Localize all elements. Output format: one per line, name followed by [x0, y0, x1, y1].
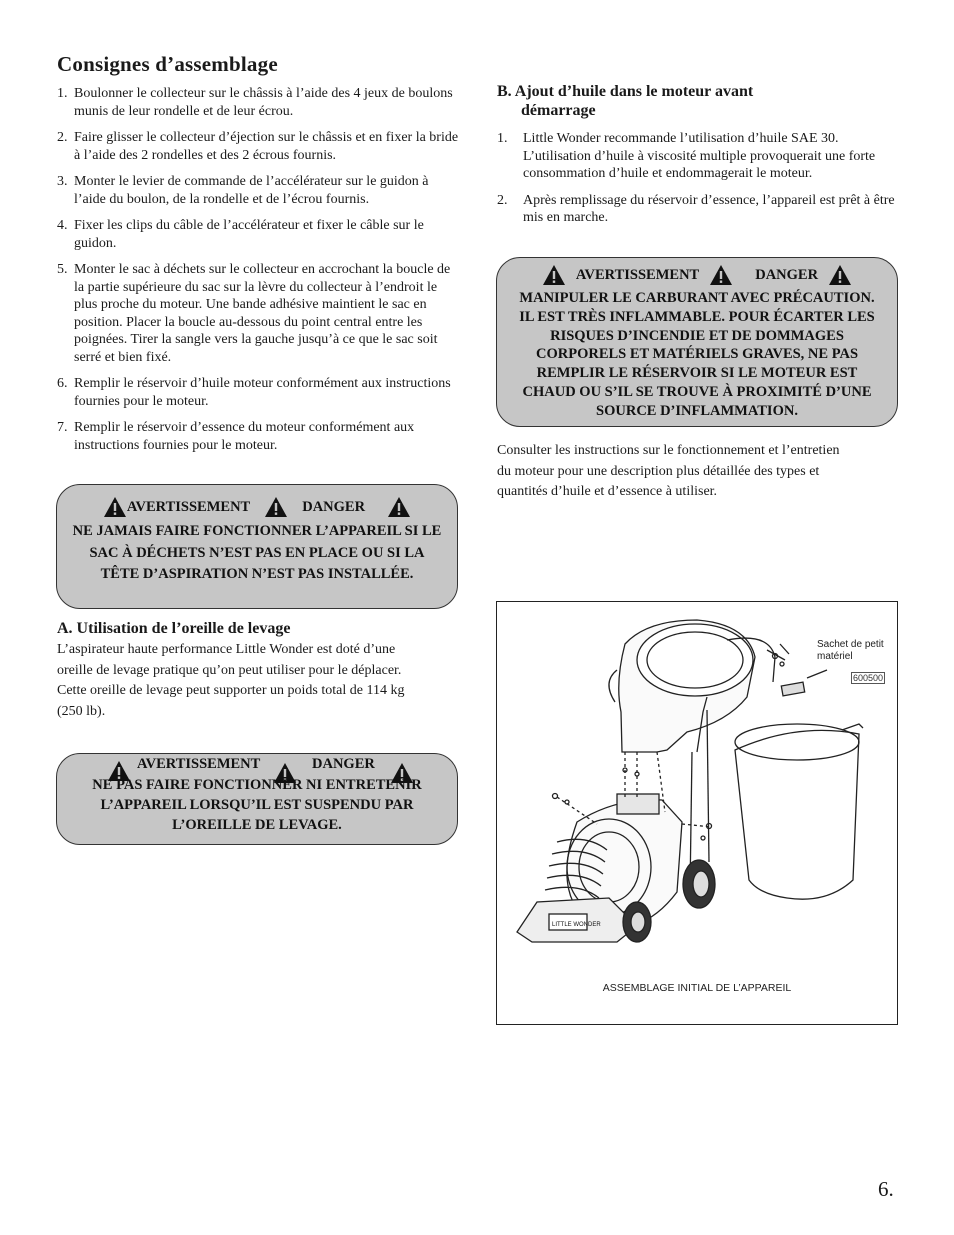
- page-number: 6.: [878, 1177, 894, 1201]
- warning-box-bag: [56, 484, 458, 609]
- warning-header: [57, 496, 457, 518]
- danger-label: DANGER: [302, 498, 366, 515]
- warning-box-fuel: [496, 257, 898, 427]
- warning-triangle-icon: [264, 496, 288, 518]
- warning-text: NE JAMAIS FAIRE FONCTIONNER L’APPAREIL SI LE SAC À DÉCHETS N’EST PAS EN PLACE OU SI LA TÊTE D’ASPIRATION N’EST PAS INSTALLÉE.: [72, 523, 442, 582]
- figure-code: 600500: [853, 673, 884, 683]
- warning-label: AVERTISSEMENT: [126, 498, 251, 515]
- left-column: [57, 52, 459, 463]
- list-item: 6. Remplir le réservoir d’huile moteur conformément aux instructions fournies pour le moteur.: [57, 376, 451, 409]
- warning-triangle-icon: [542, 264, 566, 286]
- warning-triangle-icon: [103, 496, 127, 518]
- warning-header: [57, 755, 457, 775]
- consult-paragraph: Consulter les instructions sur le fonctionnement et l’entretien du moteur pour une description plus détaillée des types et quantités d’huile et d’essence à utiliser.: [497, 443, 840, 499]
- list-item: 2. Après remplissage du réservoir d’essence, l’appareil est prêt à être mis en marche.: [497, 192, 895, 225]
- section-heading: A. Utilisation de l’oreille de levage: [57, 620, 291, 637]
- warning-triangle-icon: [709, 264, 733, 286]
- section-paragraph: L’aspirateur haute performance Little Wonder est doté d’une oreille de levage pratique qu’on peut utiliser pour le déplacer. Cette oreille de levage peut supporter un poids total de 114 kg (250 lb).: [57, 642, 405, 719]
- figure-caption: ASSEMBLAGE INITIAL DE L’APPAREIL: [602, 982, 792, 994]
- nozzle-plate-text: LITTLE WONDER: [552, 922, 601, 928]
- assembly-figure: [496, 601, 898, 1025]
- list-item: 1. Little Wonder recommande l’utilisation d’huile SAE 30. L’utilisation d’huile à viscosité multiple provoquerait une forte consommation d’huile et endommagerait le moteur.: [497, 131, 876, 181]
- warning-text: NE PAS FAIRE FONCTIONNER NI ENTRETENIR L’APPAREIL LORSQU’IL EST SUSPENDU PAR L’OREILLE DE LEVAGE.: [92, 777, 422, 833]
- list-item: 1. Boulonner le collecteur sur le châssis à l’aide des 4 jeux de boulons munis de leur rondelle et de leur écrou.: [57, 86, 453, 119]
- warning-box-lifting: [56, 753, 458, 845]
- section-oil: [497, 82, 899, 236]
- warning-label: AVERTISSEMENT: [137, 756, 261, 772]
- section-heading: B. Ajout d’huile dans le moteur avant démarrage: [497, 83, 754, 119]
- list-item: 4. Fixer les clips du câble de l’accélérateur et fixer le câble sur le guidon.: [57, 218, 424, 251]
- warning-triangle-icon: [828, 264, 852, 286]
- oil-steps: [497, 130, 899, 227]
- assembly-steps: [57, 85, 459, 454]
- danger-label: DANGER: [755, 266, 819, 283]
- page-title: Consignes d’assemblage: [57, 52, 278, 76]
- list-item: 2. Faire glisser le collecteur d’éjection sur le châssis et en fixer la bride à l’aide des 2 rondelles et des 2 écrous fournis.: [57, 130, 459, 163]
- list-item: 7. Remplir le réservoir d’essence du moteur conformément aux instructions fournies pour le moteur.: [57, 420, 415, 453]
- warning-triangle-icon: [387, 496, 411, 518]
- danger-label: DANGER: [312, 756, 375, 772]
- warning-label: AVERTISSEMENT: [575, 266, 700, 283]
- section-lifting-ear: [57, 619, 459, 722]
- warning-header: [497, 264, 897, 286]
- list-item: 5. Monter le sac à déchets sur le collecteur en accrochant la boucle de la partie supérieure du sac sur la lèvre du collecteur à l’endroit le plus proche du moteur. Une bande adhésive maintient le sac en position. Placer la boucle au-dessous du point central entre les poignées. Tirer la sangle vers la gauche jusqu’à ce que le sac soit serré et bien fixé.: [57, 262, 451, 365]
- warning-text: MANIPULER LE CARBURANT AVEC PRÉCAUTION. IL EST TRÈS INFLAMMABLE. POUR ÉCARTER LES RISQUES D’INCENDIE ET DE DOMMAGES CORPORELS ET MATÉRIELS GRAVES, NE PAS REMPLIR LE RÉSERVOIR SI LE MOTEUR EST CHAUD OU S’IL SE TROUVE À PROXIMITÉ D’UNE SOURCE D’INFLAMMATION.: [519, 290, 875, 419]
- list-item: 3. Monter le levier de commande de l’accélérateur sur le guidon à l’aide du boulon, de la rondelle et de l’écrou fournis.: [57, 174, 429, 207]
- hardware-bag-note: Sachet de petit matériel: [817, 639, 884, 662]
